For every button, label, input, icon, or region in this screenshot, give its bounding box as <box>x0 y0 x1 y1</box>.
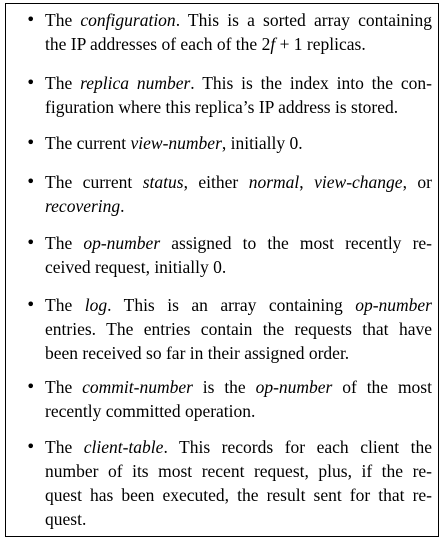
text-run: figuration where this replica’s IP address is stored. <box>45 97 399 117</box>
text-run: The <box>45 295 85 315</box>
list-item-text <box>45 435 432 531</box>
text-run: The <box>45 73 81 93</box>
emphasized-term: view-change <box>314 172 403 192</box>
text-line <box>45 231 432 255</box>
text-run: . This is a sorted array containing <box>175 10 432 30</box>
bullet-icon: • <box>26 10 36 29</box>
text-run: number of its most recent request, plus, if the re- <box>45 461 432 481</box>
bullet-icon: • <box>26 233 36 252</box>
text-run: The <box>45 437 84 457</box>
emphasized-term: op-number <box>355 295 432 315</box>
text-run: , or <box>402 172 433 192</box>
emphasized-term: op-number <box>255 377 333 397</box>
bullet-icon: • <box>26 437 36 456</box>
emphasized-term: client-table <box>83 437 164 457</box>
emphasized-term: status <box>142 172 184 192</box>
text-line <box>45 95 432 119</box>
text-run: , initially 0. <box>221 133 303 153</box>
text-run: + 1 replicas. <box>275 34 366 54</box>
list-item-text <box>45 231 432 279</box>
text-run: of the most <box>332 377 432 397</box>
text-run: is the <box>192 377 256 397</box>
text-run: . This records for each client the <box>163 437 432 457</box>
bullet-icon: • <box>26 172 36 191</box>
bullet-icon: • <box>26 133 36 152</box>
emphasized-term: recovering <box>45 196 121 216</box>
text-run: entries. The entries contain the requests that have <box>45 319 432 339</box>
emphasized-term: commit-number <box>82 377 193 397</box>
text-line <box>45 399 432 423</box>
text-line <box>45 435 432 459</box>
text-run: The current <box>45 133 131 153</box>
text-run: The <box>45 377 83 397</box>
text-line <box>45 375 432 399</box>
text-line <box>45 8 432 32</box>
text-run: assigned to the most recently re- <box>160 233 432 253</box>
text-line <box>45 459 432 483</box>
text-line <box>45 131 432 155</box>
list-item-text <box>45 131 432 155</box>
emphasized-term: view-number <box>130 133 222 153</box>
text-line <box>45 483 432 507</box>
bullet-icon: • <box>26 377 36 396</box>
text-line <box>45 194 432 218</box>
text-line <box>45 255 432 279</box>
text-run: , either <box>183 172 249 192</box>
text-line <box>45 170 432 194</box>
emphasized-term: f <box>270 34 276 54</box>
emphasized-term: normal <box>248 172 300 192</box>
text-line <box>45 32 432 56</box>
emphasized-term: log <box>84 295 108 315</box>
text-run: . This is the index into the con- <box>190 73 432 93</box>
bullet-icon: • <box>26 73 36 92</box>
text-run: the IP addresses of each of the 2 <box>45 34 271 54</box>
text-run: recently committed operation. <box>45 401 256 421</box>
text-run: been received so far in their assigned order. <box>45 343 350 363</box>
text-run: quest has been executed, the result sent for that re- <box>45 485 432 505</box>
text-run: The <box>45 10 81 30</box>
text-run: , <box>299 172 315 192</box>
text-line <box>45 341 432 365</box>
text-run: quest. <box>45 509 87 529</box>
text-run: . <box>120 196 125 216</box>
text-run: The <box>45 233 84 253</box>
text-run: The current <box>45 172 143 192</box>
emphasized-term: configuration <box>80 10 176 30</box>
text-run: ceived request, initially 0. <box>45 257 227 277</box>
list-item-text <box>45 375 432 423</box>
text-run: . This is an array containing <box>107 295 356 315</box>
emphasized-term: replica number <box>80 73 191 93</box>
list-item-text <box>45 71 432 119</box>
emphasized-term: op-number <box>83 233 161 253</box>
text-line <box>45 71 432 95</box>
text-line <box>45 507 432 531</box>
text-line <box>45 317 432 341</box>
list-item-text <box>45 8 432 56</box>
list-item-text <box>45 293 432 365</box>
text-line <box>45 293 432 317</box>
list-item-text <box>45 170 432 218</box>
bullet-icon: • <box>26 295 36 314</box>
